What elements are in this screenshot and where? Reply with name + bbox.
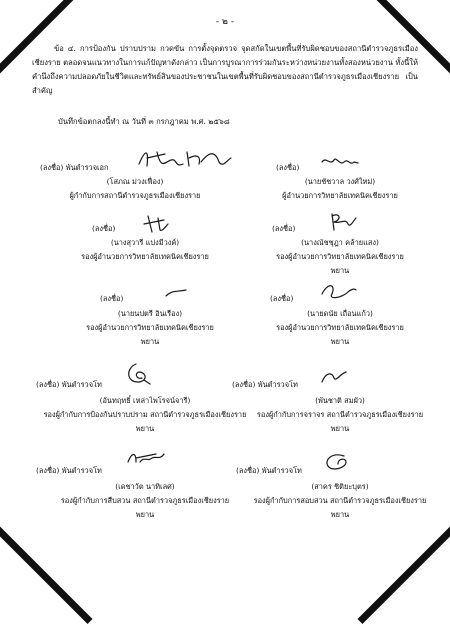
witness-label: พยาน xyxy=(135,424,155,433)
signature-handwritten xyxy=(126,448,166,466)
sign-label: (ลงชื่อ) xyxy=(100,294,124,303)
witness-label: พยาน xyxy=(330,337,350,346)
signatory-name: (นางสุวารี แปงมีวงค์) xyxy=(110,238,180,247)
signatory-role: รองผู้กำกับการป้องกันปราบปราม สถานีตำรวจภูธรเมืองเชียงราย xyxy=(43,410,247,419)
signature-chief-handwritten xyxy=(135,146,235,172)
signatory-role: ผู้อำนวยการวิทยาลัยเทคนิคเชียงราย xyxy=(282,191,398,200)
signatory-name: (สาคร ชิติยะบุตร) xyxy=(311,482,369,491)
signature-handwritten xyxy=(124,362,154,386)
sign-label: (ลงชื่อ) xyxy=(92,224,116,233)
witness-label: พยาน xyxy=(140,337,160,346)
signatory-name: (นายชัชวาล วงศ์ใหม่) xyxy=(304,177,376,186)
signatory-name: (นายนปตรี อินเรือง) xyxy=(117,309,183,318)
sign-label-lt-col: (ลงชื่อ) พันตำรวจโท xyxy=(232,380,298,389)
signatory-role: รองผู้กำกับการจราจร สถานีตำรวจภูธรเมืองเชียงราย xyxy=(256,410,424,419)
signature-handwritten xyxy=(320,154,360,170)
record-date-line: บันทึกข้อตกลงนี้ทำ ณ วันที่ ๓ กรกฎาคม พ.ศ. ๒๕๖๘ xyxy=(58,117,230,126)
signatory-name: (นางณัชชุฎา คล้ายแสง) xyxy=(301,238,379,247)
corner-ribbon-bottom-left xyxy=(0,513,93,624)
signatory-role: ผู้กำกับการสถานีตำรวจภูธรเมืองเชียงราย xyxy=(69,191,201,200)
page-number: - ๒ - xyxy=(215,17,235,27)
sign-label: (ลงชื่อ) xyxy=(270,294,294,303)
sign-label-police-colonel: (ลงชื่อ) พันตำรวจเอก xyxy=(40,163,109,172)
signatory-role: รองผู้อำนวยการวิทยาลัยเทคนิคเชียงราย xyxy=(276,252,404,261)
signature-handwritten xyxy=(328,210,358,232)
signature-handwritten xyxy=(164,288,188,298)
signatory-name: (เดชาวัต นาทิเลศ) xyxy=(115,482,175,491)
signature-handwritten xyxy=(318,370,348,384)
signatory-role: รองผู้กำกับการสืบสวน สถานีตำรวจภูธรเมืองเชียงราย xyxy=(60,496,230,505)
signatory-name: (โสภณ ม่วงเฟื่อง) xyxy=(106,177,164,186)
clause-4-paragraph: ข้อ ๔. การป้องกัน ปราบปราม กวดขัน การตั้งจุดตรวจ จุดสกัดในเขตพื้นที่รับผิดชอบของสถานีตำรวจภูธรเมืองเชียงราย ตลอดจนแนวทางในการแก้ปัญหาดังกล่าว เป็นการบูรณาการร่วมกันระหว่างหน่วยงานทั้งสองหน่วยงาน ทั้งนี้ให้คำนึงถึงความปลอดภัยในชีวิตและทรัพย์สินของประชาชนในเขตพื้นที่รับผิดชอบของสถานีตำรวจภูธรเมืองเชียงราย เป็นสำคัญ xyxy=(32,44,418,95)
corner-ribbon-bottom-right xyxy=(357,513,450,624)
signatory-name: (พันชาติ สมผัว) xyxy=(315,396,365,405)
witness-label: พยาน xyxy=(330,510,350,519)
signatory-name: (อันทฤทธิ์ เหล่าไพโรจน์จารี) xyxy=(99,396,191,405)
sign-label-lt-col: (ลงชื่อ) พันตำรวจโท xyxy=(36,466,102,475)
witness-label: พยาน xyxy=(135,510,155,519)
signatory-role: รองผู้อำนวยการวิทยาลัยเทคนิคเชียงราย xyxy=(86,323,214,332)
signature-handwritten xyxy=(142,212,172,234)
signature-handwritten xyxy=(322,452,352,472)
sign-label-lt-col: (ลงชื่อ) พันตำรวจโท xyxy=(36,380,102,389)
sign-label-lt-col: (ลงชื่อ) พันตำรวจโท xyxy=(236,466,302,475)
signatory-role: รองผู้อำนวยการวิทยาลัยเทคนิคเชียงราย xyxy=(81,252,209,261)
witness-label: พยาน xyxy=(330,424,350,433)
signature-handwritten xyxy=(318,282,358,302)
signatory-role: รองผู้อำนวยการวิทยาลัยเทคนิคเชียงราย xyxy=(276,323,404,332)
sign-label: (ลงชื่อ) xyxy=(276,163,300,172)
witness-label: พยาน xyxy=(330,266,350,275)
sign-label: (ลงชื่อ) xyxy=(272,224,296,233)
signatory-name: (นายดนัย เถื่อนแก้ว) xyxy=(307,309,373,318)
signatory-role: รองผู้กำกับการสอบสวน สถานีตำรวจภูธรเมืองเชียงราย xyxy=(253,496,427,505)
